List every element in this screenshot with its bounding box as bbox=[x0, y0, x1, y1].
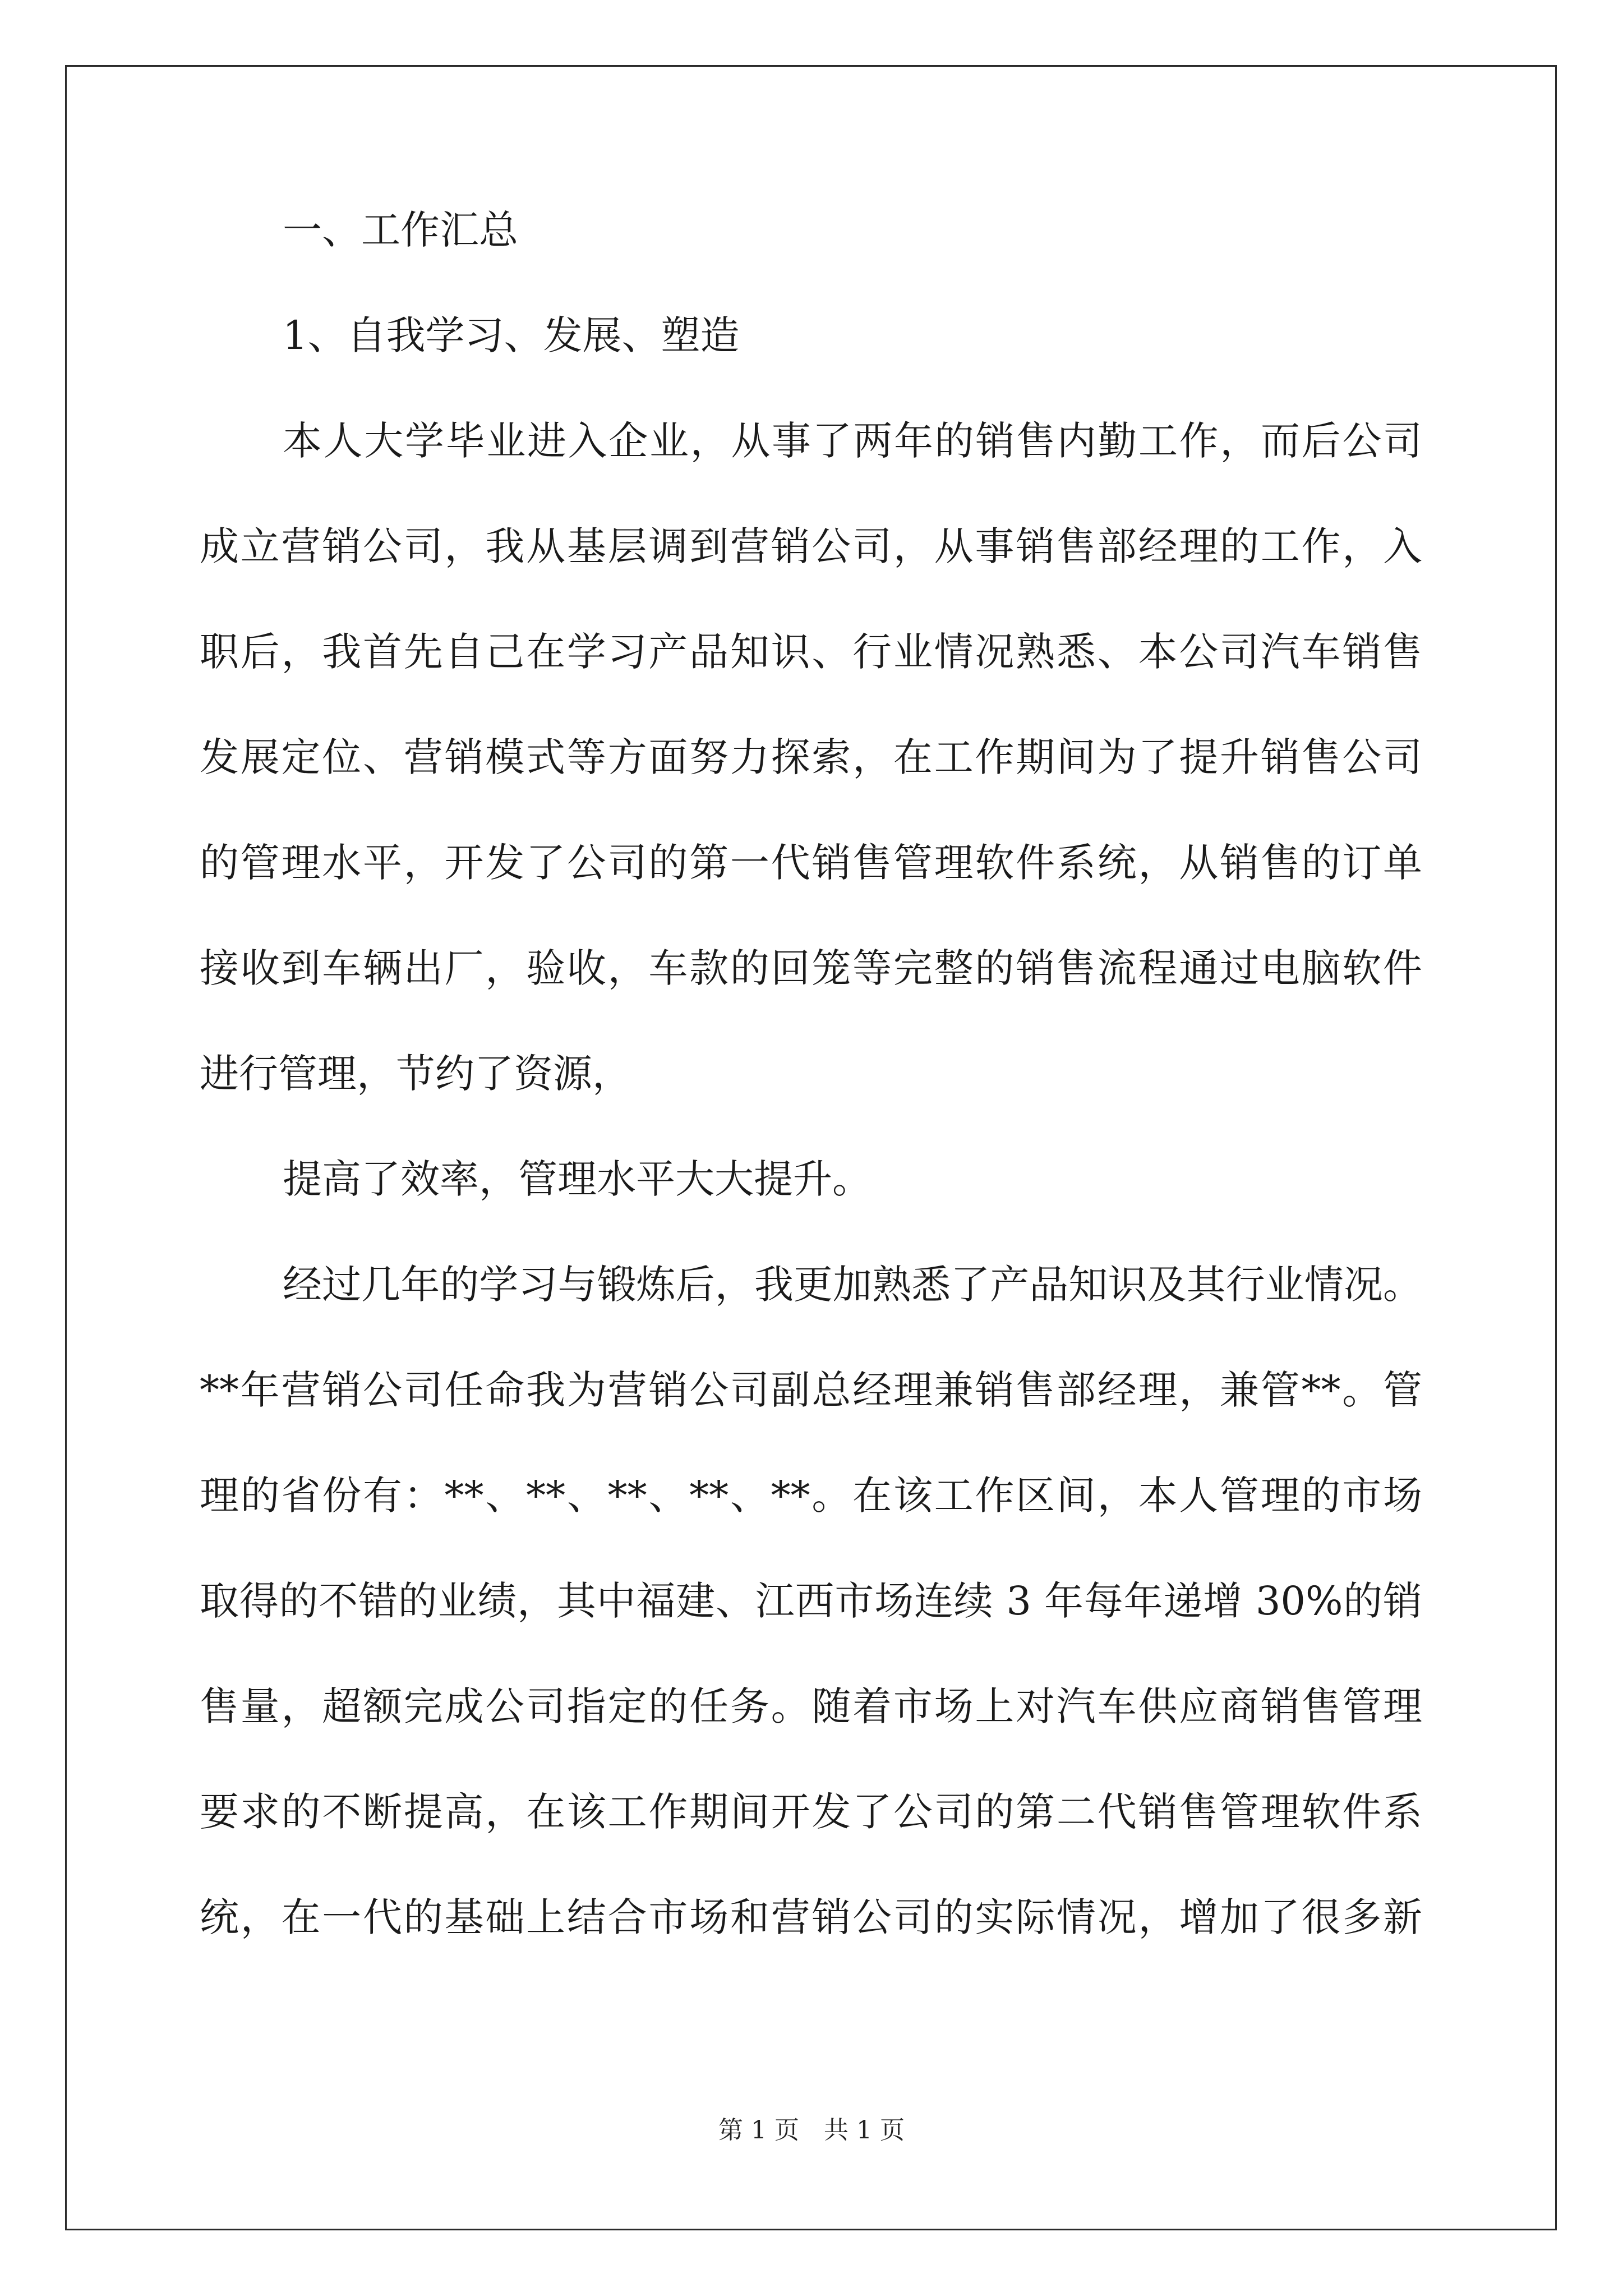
paragraph-line: 经过几年的学习与锻炼后，我更加熟悉了产品知识及其行业情况。 bbox=[283, 1262, 1422, 1307]
page-number-footer: 第 1 页 共 1 页 bbox=[718, 2116, 905, 2145]
paragraph-line: 发展定位、营销模式等方面努力探索，在工作期间为了提升销售公司 bbox=[200, 735, 1422, 780]
paragraph-line: 售量，超额完成公司指定的任务。随着市场上对汽车供应商销售管理 bbox=[200, 1684, 1422, 1729]
paragraph-line: 成立营销公司，我从基层调到营销公司，从事销售部经理的工作，入 bbox=[200, 524, 1422, 569]
paragraph-line: 的管理水平，开发了公司的第一代销售管理软件系统，从销售的订单 bbox=[200, 840, 1422, 885]
paragraph-line: 职后，我首先自己在学习产品知识、行业情况熟悉、本公司汽车销售 bbox=[200, 629, 1422, 674]
paragraph-line: 统，在一代的基础上结合市场和营销公司的实际情况，增加了很多新 bbox=[200, 1895, 1422, 1940]
paragraph-line: **年营销公司任命我为营销公司副总经理兼销售部经理，兼管**。管 bbox=[200, 1368, 1422, 1412]
subsection-heading: 1、自我学习、发展、塑造 bbox=[283, 313, 740, 358]
section-heading: 一、工作汇总 bbox=[283, 208, 518, 252]
paragraph-line: 取得的不错的业绩，其中福建、江西市场连续 3 年每年递增 30%的销 bbox=[200, 1579, 1422, 1623]
paragraph-line: 接收到车辆出厂，验收，车款的回笼等完整的销售流程通过电脑软件 bbox=[200, 946, 1422, 991]
paragraph-line: 理的省份有：**、**、**、**、**。在该工作区间，本人管理的市场 bbox=[200, 1473, 1422, 1518]
paragraph-line: 提高了效率，管理水平大大提升。 bbox=[283, 1157, 872, 1202]
paragraph-line: 要求的不断提高，在该工作期间开发了公司的第二代销售管理软件系 bbox=[200, 1789, 1422, 1834]
paragraph-line: 进行管理，节约了资源， bbox=[200, 1051, 631, 1096]
paragraph-line: 本人大学毕业进入企业，从事了两年的销售内勤工作，而后公司 bbox=[283, 418, 1422, 463]
